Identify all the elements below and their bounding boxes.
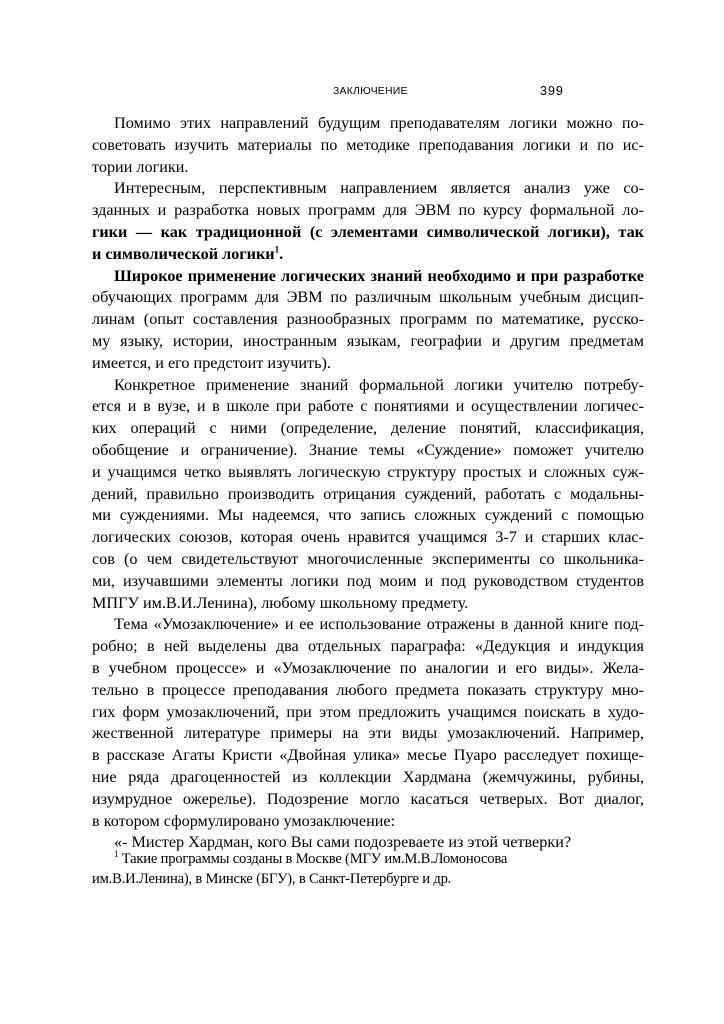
text-line: изумрудное ожерелье). Подозрение могло касаться четверых. Вот диалог, xyxy=(92,789,644,808)
text-line: дений, правильно производить отрицания суждений, работать с модальны- xyxy=(92,484,644,503)
text-line: гих форм умозаключений, при этом предложить учащимся поискать в худо- xyxy=(92,702,644,721)
text-line: линам (опыт составления разнообразных программ по математике, русско- xyxy=(92,310,644,329)
text-line: зданных и разработка новых программ для ЭВМ по курсу формальной ло- xyxy=(92,201,644,220)
text-line: Интересным, перспективным направлением является анализ уже со- xyxy=(114,179,644,198)
paragraph xyxy=(92,375,644,615)
text-line-with-footnote xyxy=(92,244,644,266)
footnote-line: им.В.И.Ленина), в Минске (БГУ), в Санкт-Петербурге и др. xyxy=(92,871,452,887)
body-text xyxy=(92,113,644,854)
paragraph xyxy=(92,178,644,265)
text-line: логических союзов, которая очень нравится учащимся 3-7 и старших клас- xyxy=(92,528,644,547)
text-line: в рассказе Агаты Кристи «Двойная улика» месье Пуаро расследует похище- xyxy=(92,746,644,765)
footnote-line xyxy=(92,849,644,869)
footnote-text: Такие программы созданы в Москве (МГУ им.М.В.Ломоносова xyxy=(121,851,508,867)
text-line: ми суждениями. Мы надеемся, что запись сложных суждений с помощью xyxy=(92,506,644,525)
text-line: гики — как традиционной (с элементами символической логики), так xyxy=(92,222,644,241)
text-line: «- Мистер Хардман, кого Вы сами подозреваете из этой четверки? xyxy=(114,833,572,852)
text-line: ется и в вузе, и в школе при работе с понятиями и осуществлении логичес- xyxy=(92,397,644,416)
text-line: тельно в процессе преподавания любого предмета показать структуру мно- xyxy=(92,680,644,699)
text-line: Помимо этих направлений будущим преподавателям логики можно по- xyxy=(114,114,644,132)
text-line: МПГУ им.В.И.Ленина), любому школьному предмету. xyxy=(92,593,469,612)
text-line: обобщение и ограничение). Знание темы «Суждение» поможет учителю xyxy=(92,440,644,459)
punctuation: . xyxy=(279,244,284,263)
text-line: Тема «Умозаключение» и ее использование отражены в данной книге под- xyxy=(114,615,644,634)
paragraph xyxy=(92,266,644,375)
text-line: в учебном процессе» и «Умозаключение по аналогии и его виды». Жела- xyxy=(92,658,644,677)
footnote xyxy=(92,849,644,889)
footnote-number: 1 xyxy=(114,849,119,860)
text-line: Конкретное применение знаний формальной логики учителю потребу- xyxy=(114,375,644,394)
text-line: жественной литературе примеры на эти виды умозаключений. Например, xyxy=(92,724,644,743)
text-line: в котором сформулировано умозаключение: xyxy=(92,811,396,830)
text-line: ких операций с ними (определение, деление понятий, классификация, xyxy=(92,419,644,438)
text-line: тории логики. xyxy=(92,157,189,176)
text-line: сов (о чем свидетельствуют многочисленные эксперименты со школьника- xyxy=(92,549,644,568)
text-line: советовать изучить материалы по методике преподавания логики и по ис- xyxy=(92,135,644,154)
paragraph xyxy=(92,614,644,854)
page-number: 399 xyxy=(540,84,564,98)
text-line: робно; в ней выделены два отдельных параграфа: «Дедукция и индукция xyxy=(92,637,644,656)
footnote-mark[interactable]: 1 xyxy=(274,244,280,255)
text-line: му языку, истории, иностранным языкам, географии и другим предметам xyxy=(92,331,644,350)
running-head: ЗАКЛЮЧЕНИЕ xyxy=(333,85,408,97)
text-line: Широкое применение логических знаний необходимо и при разработке xyxy=(114,266,644,285)
text-line: обучающих программ для ЭВМ по различным школьным учебным дисцип- xyxy=(92,288,644,307)
text-line: и учащимся четко выявлять логическую структуру простых и сложных суж- xyxy=(92,462,644,481)
text-line: и символической логики xyxy=(92,244,275,263)
text-line: имеется, и его предстоит изучить). xyxy=(92,353,331,372)
text-line: ние ряда драгоценностей из коллекции Хардмана (жемчужины, рубины, xyxy=(92,767,644,786)
text-line: ми, изучавшими элементы логики под моим и под руководством студентов xyxy=(92,571,644,590)
paragraph xyxy=(92,113,644,178)
